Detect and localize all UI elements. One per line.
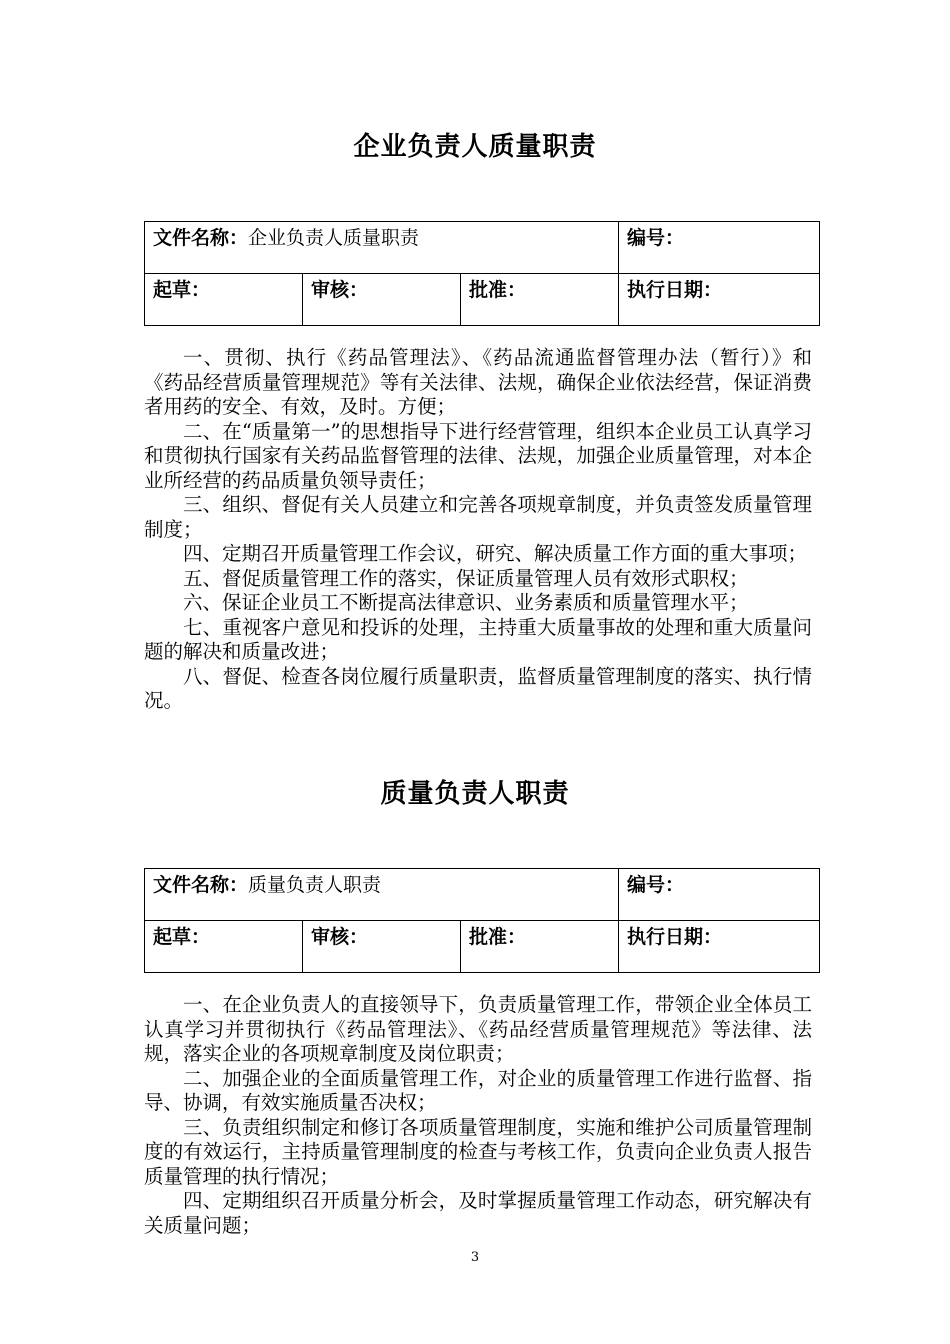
draft-label: 起草： — [153, 279, 211, 301]
section1-paragraph: 四、定期召开质量管理工作会议，研究、解决质量工作方面的重大事项； — [183, 542, 808, 565]
number-label: 编号： — [627, 874, 685, 896]
date-cell — [619, 921, 820, 973]
section1-paragraph: 五、督促质量管理工作的落实，保证质量管理人员有效形式职权； — [183, 566, 749, 590]
file-name-value: 企业负责人质量职责 — [248, 227, 420, 249]
file-name-cell — [145, 222, 619, 274]
file-name-label: 文件名称： — [153, 227, 249, 249]
file-name-cell — [145, 869, 619, 921]
page-number: 3 — [470, 1250, 480, 1265]
section1-doc-info-table — [144, 221, 820, 326]
approve-cell — [461, 274, 619, 326]
section1-paragraph: 二、在“质量第一”的思想指导下进行经营管理，组织本企业员工认真学习和贯彻执行国家有关药品监督管理的法律、法规，加强企业质量管理，对本企业所经营的药品质量负领导责任； — [144, 419, 812, 492]
section1-paragraph: 六、保证企业员工不断提高法律意识、业务素质和质量管理水平； — [183, 591, 749, 614]
approve-label: 批准： — [469, 926, 527, 948]
review-label: 审核： — [311, 279, 369, 301]
draft-cell — [145, 921, 303, 973]
number-cell — [619, 222, 820, 274]
section2-paragraph: 三、负责组织制定和修订各项质量管理制度，实施和维护公司质量管理制度的有效运行，主持质量管理制度的检查与考核工作，负责向企业负责人报告质量管理的执行情况； — [144, 1115, 812, 1188]
date-cell — [619, 274, 820, 326]
file-name-label: 文件名称： — [153, 874, 249, 896]
review-label: 审核： — [311, 926, 369, 948]
approve-cell — [461, 921, 619, 973]
section2-title: 质量负责人职责 — [380, 779, 570, 809]
section2-paragraph: 四、定期组织召开质量分析会，及时掌握质量管理工作动态，研究解决有关质量问题； — [144, 1189, 812, 1237]
section1-paragraph: 一、贯彻、执行《药品管理法》、《药品流通监督管理办法（暂行）》和《药品经营质量管理规范》等有关法律、法规，确保企业依法经营，保证消费者用药的安全、有效，及时。方便； — [144, 346, 812, 418]
file-name-value: 质量负责人职责 — [248, 874, 382, 896]
section1-paragraph: 八、督促、检查各岗位履行质量职责，监督质量管理制度的落实、执行情况。 — [144, 664, 812, 712]
section1-paragraph: 七、重视客户意见和投诉的处理，主持重大质量事故的处理和重大质量问题的解决和质量改进； — [144, 615, 812, 663]
section1-body — [144, 346, 812, 714]
section2-paragraph: 二、加强企业的全面质量管理工作，对企业的质量管理工作进行监督、指导、协调，有效实施质量否决权； — [144, 1066, 812, 1114]
section2-paragraph: 一、在企业负责人的直接领导下，负责质量管理工作，带领企业全体员工认真学习并贯彻执行《药品管理法》、《药品经营质量管理规范》等法律、法规，落实企业的各项规章制度及岗位职责； — [144, 993, 812, 1065]
review-cell — [303, 274, 461, 326]
review-cell — [303, 921, 461, 973]
draft-label: 起草： — [153, 926, 211, 948]
section2-doc-info-table — [144, 868, 820, 973]
approve-label: 批准： — [469, 279, 527, 301]
number-cell — [619, 869, 820, 921]
number-label: 编号： — [627, 227, 685, 249]
section1-title: 企业负责人质量职责 — [353, 132, 597, 162]
section1-paragraph: 三、组织、督促有关人员建立和完善各项规章制度，并负责签发质量管理制度； — [144, 493, 812, 541]
draft-cell — [145, 274, 303, 326]
section2-body — [144, 993, 812, 1238]
date-label: 执行日期： — [627, 926, 723, 948]
date-label: 执行日期： — [627, 279, 723, 301]
